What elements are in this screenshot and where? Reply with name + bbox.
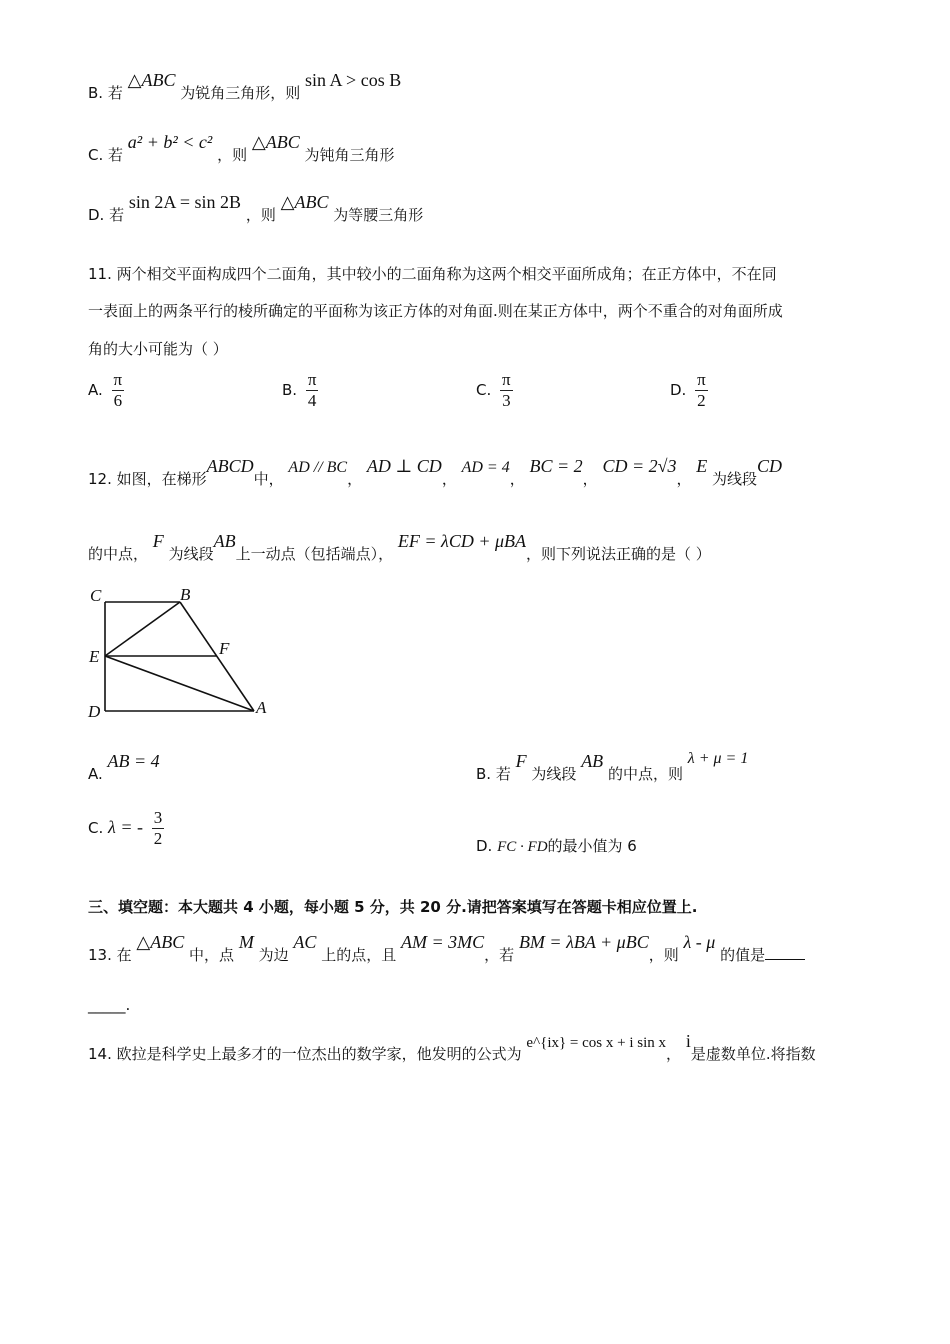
formula: sin A > cos B — [305, 70, 402, 90]
condition-parallel: AD // BC — [288, 459, 348, 476]
triangle-abc: △ABC — [280, 192, 329, 212]
formula-bm: BM = λBA + μBC — [518, 932, 649, 952]
triangle-abc: △ABC — [127, 70, 176, 90]
formula: sin 2A = sin 2B — [128, 192, 242, 212]
label-d: D — [88, 702, 101, 721]
text: 为线段 — [168, 545, 214, 563]
denominator: 3 — [502, 391, 511, 410]
math-ac: AC — [293, 932, 317, 952]
q11-line2: 一表面上的两条平行的棱所确定的平面称为该正方体的对角面.则在某正方体中，两个不重合的对角面所成 — [88, 302, 783, 320]
text: 14. 欧拉是科学史上最多才的一位杰出的数学家，他发明的公式为 — [88, 1045, 522, 1063]
text: 上一动点（包括端点）， — [235, 545, 394, 563]
option-label: C. 若 — [88, 146, 124, 164]
numerator: π — [307, 370, 317, 389]
q13-line1 — [88, 932, 805, 965]
text: ，则 — [648, 946, 679, 964]
math-cd: CD — [757, 456, 783, 476]
text: ，则下列说法正确的是（ ） — [526, 545, 711, 563]
math-ab: AB — [213, 531, 236, 551]
q11-option-c — [476, 370, 513, 411]
q12-option-c — [88, 808, 164, 849]
math-f: F — [515, 751, 527, 771]
option-d-top — [88, 192, 424, 225]
q11-line1: 11. 两个相交平面构成四个二面角，其中较小的二面角称为这两个相交平面所成角；在正方体中，不在同 — [88, 265, 777, 283]
formula: a² + b² < c² — [127, 132, 213, 152]
math-m: M — [238, 932, 254, 952]
denominator: 4 — [307, 391, 317, 410]
fraction — [695, 370, 708, 411]
numerator: π — [697, 370, 706, 389]
math-e: E — [696, 456, 708, 476]
fraction — [306, 370, 319, 411]
denominator: 2 — [153, 829, 163, 848]
condition-perpendicular: AD ⊥ CD — [366, 456, 442, 476]
answer-blank — [765, 945, 805, 960]
fraction — [152, 808, 165, 849]
q11-line3: 角的大小可能为（ ） — [88, 340, 228, 358]
text: 的最小值为 6 — [547, 837, 637, 855]
formula: AB = 4 — [107, 751, 160, 771]
q11-option-d — [670, 370, 708, 411]
option-label: B. 若 — [476, 765, 511, 783]
q12-option-a — [88, 751, 160, 784]
segment-ea — [105, 656, 254, 711]
option-text: ，则 — [217, 146, 248, 164]
option-text: 为锐角三角形，则 — [180, 84, 301, 102]
text: 为线段 — [531, 765, 577, 783]
text: 为边 — [258, 946, 289, 964]
q14-line1 — [88, 1031, 816, 1064]
math-abcd: ABCD — [206, 456, 254, 476]
option-c-top — [88, 132, 395, 165]
formula-lhs: λ = - — [108, 817, 143, 837]
trapezoid-figure — [80, 582, 280, 722]
option-label: B. — [282, 381, 298, 399]
option-text: 为等腰三角形 — [333, 206, 424, 224]
option-b-top — [88, 70, 402, 103]
label-e: E — [89, 647, 100, 666]
text: ， — [666, 1045, 682, 1063]
label-a: A — [256, 698, 267, 717]
text: 13. 在 — [88, 946, 132, 964]
option-text: ，则 — [245, 206, 276, 224]
option-label: C. — [476, 381, 492, 399]
euler-formula: e^{ix} = cos x + i sin x — [526, 1035, 667, 1051]
numerator: 3 — [153, 808, 163, 827]
denominator: 6 — [113, 391, 123, 410]
option-label: D. — [670, 381, 687, 399]
numerator: π — [502, 370, 511, 389]
condition-ad: AD = 4 — [461, 459, 510, 476]
denominator: 2 — [697, 391, 706, 410]
q12-line2 — [88, 531, 711, 564]
numerator: π — [113, 370, 123, 389]
q12-line1: 12. 如图，在梯形ABCD中， AD // BC， AD ⊥ CD， AD = 4， BC = 2， CD = 2√3， E 为线段CD — [88, 456, 783, 488]
option-label: A. — [88, 765, 103, 783]
option-label: C. — [88, 819, 104, 837]
section-heading: 三、填空题：本大题共 4 小题，每小题 5 分，共 20 分.请把答案填写在答题卡相应位置上. — [88, 898, 698, 916]
text: ，若 — [484, 946, 515, 964]
triangle-abc: △ABC — [251, 132, 300, 152]
q12-option-d — [476, 835, 637, 856]
label-f: F — [219, 639, 230, 658]
text: 的中点，则 — [607, 765, 683, 783]
option-label: A. — [88, 381, 103, 399]
formula: λ + μ = 1 — [687, 750, 749, 767]
formula-lambda-mu: λ - μ — [683, 932, 716, 952]
text: 的值是 — [720, 946, 766, 964]
q11-option-a — [88, 370, 124, 411]
label-b: B — [180, 585, 191, 604]
condition-cd: CD = 2√3 — [602, 456, 677, 476]
vector-equation: EF = λCD + μBA — [397, 531, 526, 551]
q12-option-b — [476, 750, 749, 784]
text: 12. 如图，在梯形 — [88, 470, 207, 488]
formula-am: AM = 3MC — [401, 932, 485, 952]
label-c: C — [90, 586, 102, 605]
text: 中，点 — [189, 946, 235, 964]
text: 是虚数单位.将指数 — [690, 1045, 816, 1063]
q11-option-b — [282, 370, 318, 411]
fraction — [500, 370, 513, 411]
math-i: i — [685, 1031, 691, 1051]
triangle-abc: △ABC — [136, 932, 185, 952]
formula: FC · FD — [497, 839, 548, 855]
segment-eb — [105, 602, 180, 656]
fraction — [112, 370, 125, 411]
math-f: F — [152, 531, 164, 551]
condition-bc: BC = 2 — [529, 456, 583, 476]
option-label: D. — [476, 837, 493, 855]
q13-line2: _____. — [88, 996, 131, 1014]
text: 中， — [253, 470, 284, 488]
math-ab: AB — [581, 751, 604, 771]
text: 上的点，且 — [321, 946, 397, 964]
text: 的中点， — [88, 545, 149, 563]
option-label: D. 若 — [88, 206, 125, 224]
option-label: B. 若 — [88, 84, 123, 102]
text: 为线段 — [712, 470, 758, 488]
option-text: 为钝角三角形 — [304, 146, 395, 164]
